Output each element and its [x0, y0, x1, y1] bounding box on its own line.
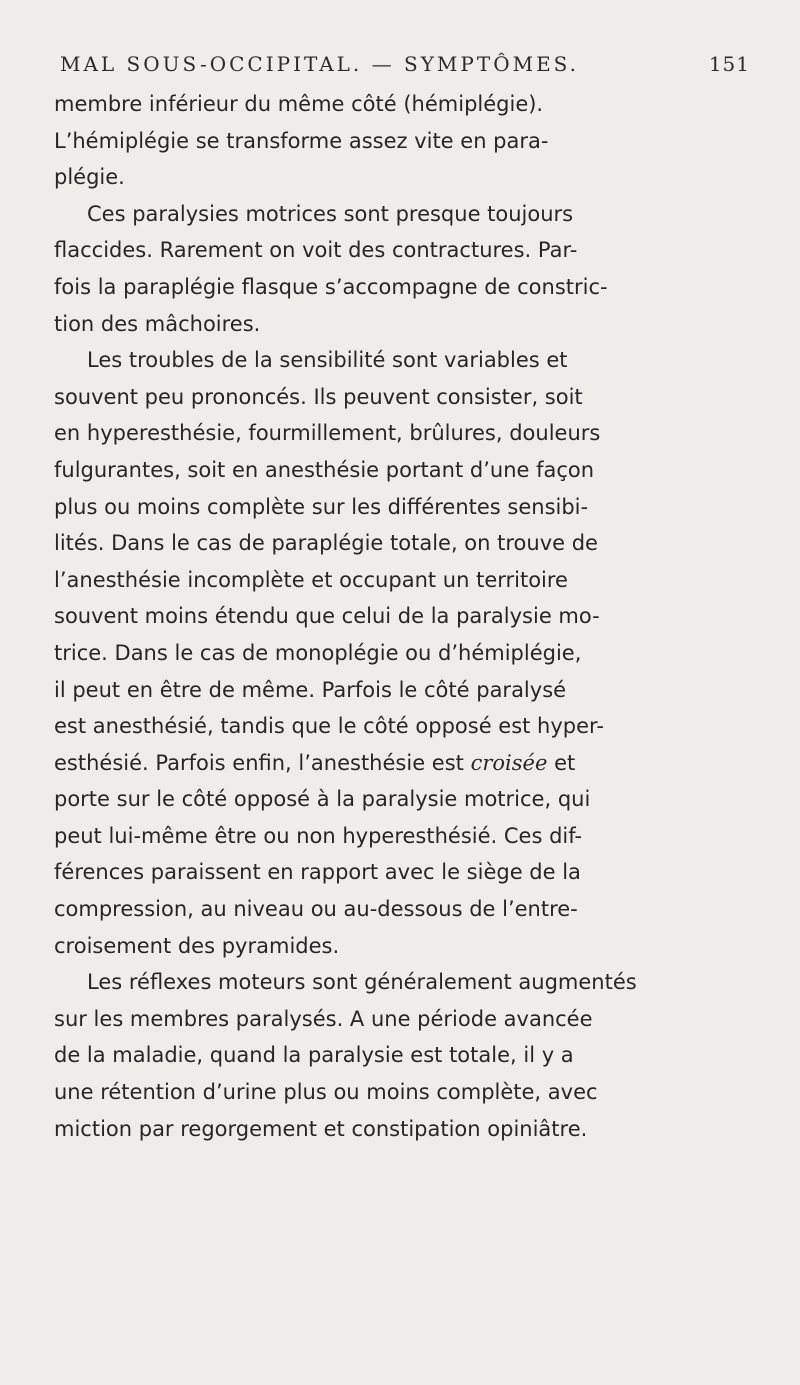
text-line: L’hémiplégie se transforme assez vite en para- — [54, 128, 549, 153]
text-line: une rétention d’urine plus ou moins complète, avec — [54, 1080, 598, 1105]
text-line: en hyperesthésie, fourmillement, brûlures, douleurs — [54, 421, 601, 446]
text-line: souvent moins étendu que celui de la paralysie mo- — [54, 604, 600, 629]
body-text — [54, 86, 740, 1147]
text-line: compression, au niveau ou au-dessous de l’entre- — [54, 897, 578, 922]
text-line: férences paraissent en rapport avec le siège de la — [54, 860, 581, 885]
text-segment: et — [554, 750, 576, 775]
paragraph-start-line: Les troubles de la sensibilité sont variables et — [87, 348, 568, 373]
text-line: de la maladie, quand la paralysie est totale, il y a — [54, 1043, 574, 1068]
text-line: peut lui-même être ou non hyperesthésié. Ces dif- — [54, 823, 583, 848]
text-line: miction par regorgement et constipation opiniâtre. — [54, 1116, 588, 1141]
text-line: il peut en être de même. Parfois le côté paralysé — [54, 677, 567, 702]
text-line: fulgurantes, soit en anesthésie portant d’une façon — [54, 457, 595, 482]
text-line: porte sur le côté opposé à la paralysie motrice, qui — [54, 787, 591, 812]
text-line: souvent peu prononcés. Ils peuvent consister, soit — [54, 384, 583, 409]
running-head — [60, 52, 750, 86]
running-head-title: MAL SOUS-OCCIPITAL. — SYMPTÔMES. — [60, 52, 580, 76]
text-line: flaccides. Rarement on voit des contractures. Par- — [54, 238, 578, 263]
page-number: 151 — [708, 52, 750, 76]
text-line: lités. Dans le cas de paraplégie totale, on trouve de — [54, 531, 598, 556]
text-line: plégie. — [54, 165, 125, 190]
text-line: trice. Dans le cas de monoplégie ou d’hémiplégie, — [54, 640, 582, 665]
text-line: membre inférieur du même côté (hémiplégie). — [54, 92, 544, 116]
text-line: tion des mâchoires. — [54, 311, 261, 336]
text-line-with-italic — [54, 745, 740, 782]
text-line: plus ou moins complète sur les différentes sensibi- — [54, 494, 589, 519]
paragraph-start-line: Ces paralysies motrices sont presque toujours — [87, 201, 574, 226]
text-line: fois la paraplégie flasque s’accompagne de constric- — [54, 274, 608, 299]
text-line: est anesthésié, tandis que le côté opposé est hyper- — [54, 714, 604, 739]
italic-word: croisée — [470, 750, 548, 775]
text-line: sur les membres paralysés. A une période avancée — [54, 1006, 593, 1031]
text-line: l’anesthésie incomplète et occupant un territoire — [54, 567, 568, 592]
paragraph-start-line: Les réflexes moteurs sont généralement augmentés — [87, 970, 637, 995]
text-line: croisement des pyramides. — [54, 933, 340, 958]
text-segment: esthésié. Parfois enfin, l’anesthésie est — [54, 750, 464, 775]
